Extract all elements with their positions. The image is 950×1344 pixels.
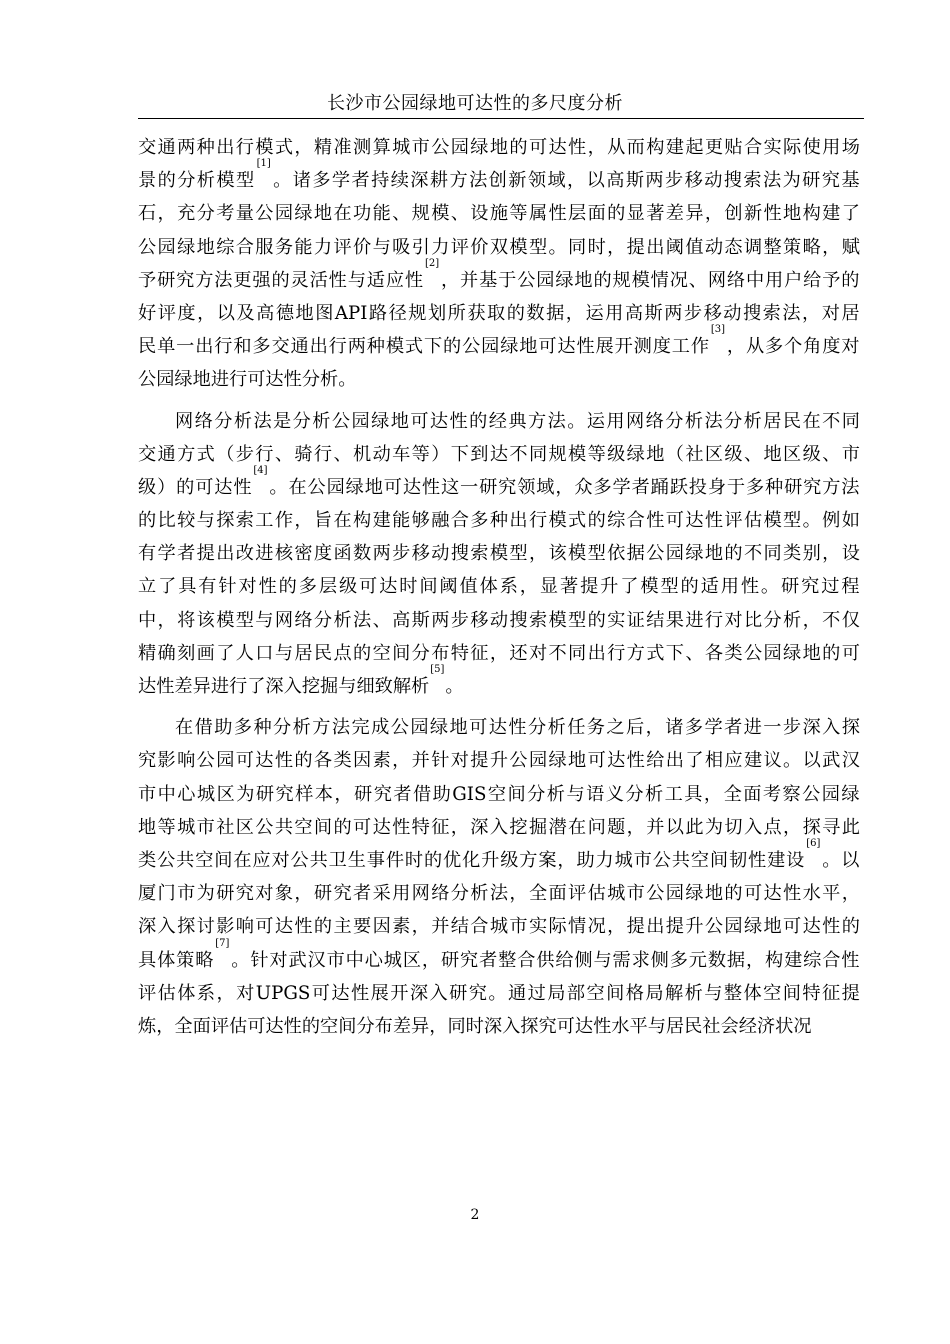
header-rule (138, 118, 864, 119)
text-line: 地 等 城 市 社 区 公 共 空 间 的 可 达 性 特 征 ， 深 入 挖 掘 潜 在 问 题 ， 并 以 此 为 切 入 点 ， 探 寻 此 (138, 816, 860, 838)
text-line: 网 络 分 析 法 是 分 析 公 园 绿 地 可 达 性 的 经 典 方 法 。 运 用 网 络 分 析 法 分 析 居 民 在 不 同 (175, 410, 860, 432)
text-line: 石 ， 充 分 考 量 公 园 绿 地 在 功 能 、 规 模 、 设 施 等 属 性 层 面 的 显 著 差 异 ， 创 新 性 地 构 建 了 (138, 203, 860, 225)
text-line: 的 比 较 与 探 索 工 作 ， 旨 在 构 建 能 够 融 合 多 种 出 行 模 式 的 综 合 性 可 达 性 评 估 模 型 。 例 如 (138, 510, 860, 532)
text-line: 级 ） 的 可 达 性 [4] 。 在 公 园 绿 地 可 达 性 这 一 研 究 领 域 ， 众 多 学 者 踊 跃 投 身 于 多 种 研 究 方 法 (138, 471, 860, 504)
citation-ref: [1] (256, 158, 271, 170)
text-line: 公 园 绿 地 进 行 可 达 性 分 析 。 (138, 369, 357, 391)
citation-ref: [4] (253, 464, 268, 476)
text-line: 炼 ， 全 面 评 估 可 达 性 的 空 间 分 布 差 异 ， 同 时 深 入 探 究 可 达 性 水 平 与 居 民 社 会 经 济 状 况 (138, 1015, 812, 1037)
text-line: 公 园 绿 地 综 合 服 务 能 力 评 价 与 吸 引 力 评 价 双 模 型 。 同 时 ， 提 出 阈 值 动 态 调 整 策 略 ， 赋 (138, 236, 860, 258)
citation-ref: [5] (430, 664, 445, 675)
text-line: 评 估 体 系 ， 对 UPGS 可 达 性 展 开 深 入 研 究 。 通 过 局 部 空 间 格 局 解 析 与 整 体 空 间 特 征 提 (138, 982, 860, 1004)
text-line: 厦 门 市 为 研 究 对 象 ， 研 究 者 采 用 网 络 分 析 法 ， 全 面 评 估 城 市 公 园 绿 地 的 可 达 性 水 平 ， (138, 883, 860, 905)
text-line: 具 体 策 略 [7] 。 针 对 武 汉 市 中 心 城 区 ， 研 究 者 整 合 供 给 侧 与 需 求 侧 多 元 数 据 ， 构 建 综 合 性 (138, 944, 860, 977)
running-header-title: 长沙市公园绿地可达性的多尺度分析 (327, 93, 623, 114)
text-line: 究 影 响 公 园 可 达 性 的 各 类 因 素 ， 并 针 对 提 升 公 园 绿 地 可 达 性 给 出 了 相 应 建 议 。 以 武 汉 (138, 750, 860, 772)
citation-ref: [6] (806, 837, 821, 849)
text-line: 交 通 两 种 出 行 模 式 ， 精 准 测 算 城 市 公 园 绿 地 的 可 达 性 ， 从 而 构 建 起 更 贴 合 实 际 使 用 场 (138, 137, 860, 158)
text-line: 类 公 共 空 间 在 应 对 公 共 卫 生 事 件 时 的 优 化 升 级 方 案 ， 助 力 城 市 公 共 空 间 韧 性 建 设 [6] 。 以 (138, 844, 860, 877)
text-line: 达 性 差 异 进 行 了 深 入 挖 掘 与 细 致 解 析 [5] 。 (138, 670, 860, 703)
text-line: 予 研 究 方 法 更 强 的 灵 活 性 与 适 应 性 [2] ， 并 基 于 公 园 绿 地 的 规 模 情 况 、 网 络 中 用 户 给 予 的 (138, 264, 860, 297)
text-line: 深 入 探 讨 影 响 可 达 性 的 主 要 因 素 ， 并 结 合 城 市 实 际 情 况 ， 提 出 提 升 公 园 绿 地 可 达 性 的 (138, 916, 860, 938)
citation-ref: [2] (424, 257, 440, 269)
text-line: 民 单 一 出 行 和 多 交 通 出 行 两 种 模 式 下 的 公 园 绿 地 可 达 性 展 开 测 度 工 作 [3] ， 从 多 个 角 度 对 (138, 330, 860, 363)
body-text (138, 131, 860, 1043)
paragraph (138, 405, 860, 704)
page-number: 2 (470, 1207, 480, 1223)
citation-ref: [3] (710, 324, 726, 336)
citation-ref: [7] (215, 937, 230, 949)
text-line: 景 的 分 析 模 型 [1] 。 诸 多 学 者 持 续 深 耕 方 法 创 新 领 域 ， 以 高 斯 两 步 移 动 搜 索 法 为 研 究 基 (138, 164, 860, 197)
text-line: 在 借 助 多 种 分 析 方 法 完 成 公 园 绿 地 可 达 性 分 析 任 务 之 后 ， 诸 多 学 者 进 一 步 深 入 探 (175, 717, 860, 739)
text-line: 市 中 心 城 区 为 研 究 样 本 ， 研 究 者 借 助 GIS 空 间 分 析 与 语 义 分 析 工 具 ， 全 面 考 察 公 园 绿 (138, 783, 860, 805)
paragraph (138, 131, 860, 397)
text-line: 有 学 者 提 出 改 进 核 密 度 函 数 两 步 移 动 搜 索 模 型 ， 该 模 型 依 据 公 园 绿 地 的 不 同 类 别 ， 设 (138, 543, 860, 565)
text-line: 中 ， 将 该 模 型 与 网 络 分 析 法 、 高 斯 两 步 移 动 搜 索 模 型 的 实 证 结 果 进 行 对 比 分 析 ， 不 仅 (138, 609, 860, 631)
text-line: 立 了 具 有 针 对 性 的 多 层 级 可 达 时 间 阈 值 体 系 ， 显 著 提 升 了 模 型 的 适 用 性 。 研 究 过 程 (138, 576, 860, 598)
paragraph (138, 711, 860, 1043)
text-line: 好 评 度 ， 以 及 高 德 地 图 API 路 径 规 划 所 获 取 的 数 据 ， 运 用 高 斯 两 步 移 动 搜 索 法 ， 对 居 (138, 302, 860, 324)
text-line: 精 确 刻 画 了 人 口 与 居 民 点 的 空 间 分 布 特 征 ， 还 对 不 同 出 行 方 式 下 、 各 类 公 园 绿 地 的 可 (138, 642, 860, 664)
text-line: 交 通 方 式 （ 步 行 、 骑 行 、 机 动 车 等 ） 下 到 达 不 同 规 模 等 级 绿 地 （ 社 区 级 、 地 区 级 、 市 (138, 443, 860, 465)
